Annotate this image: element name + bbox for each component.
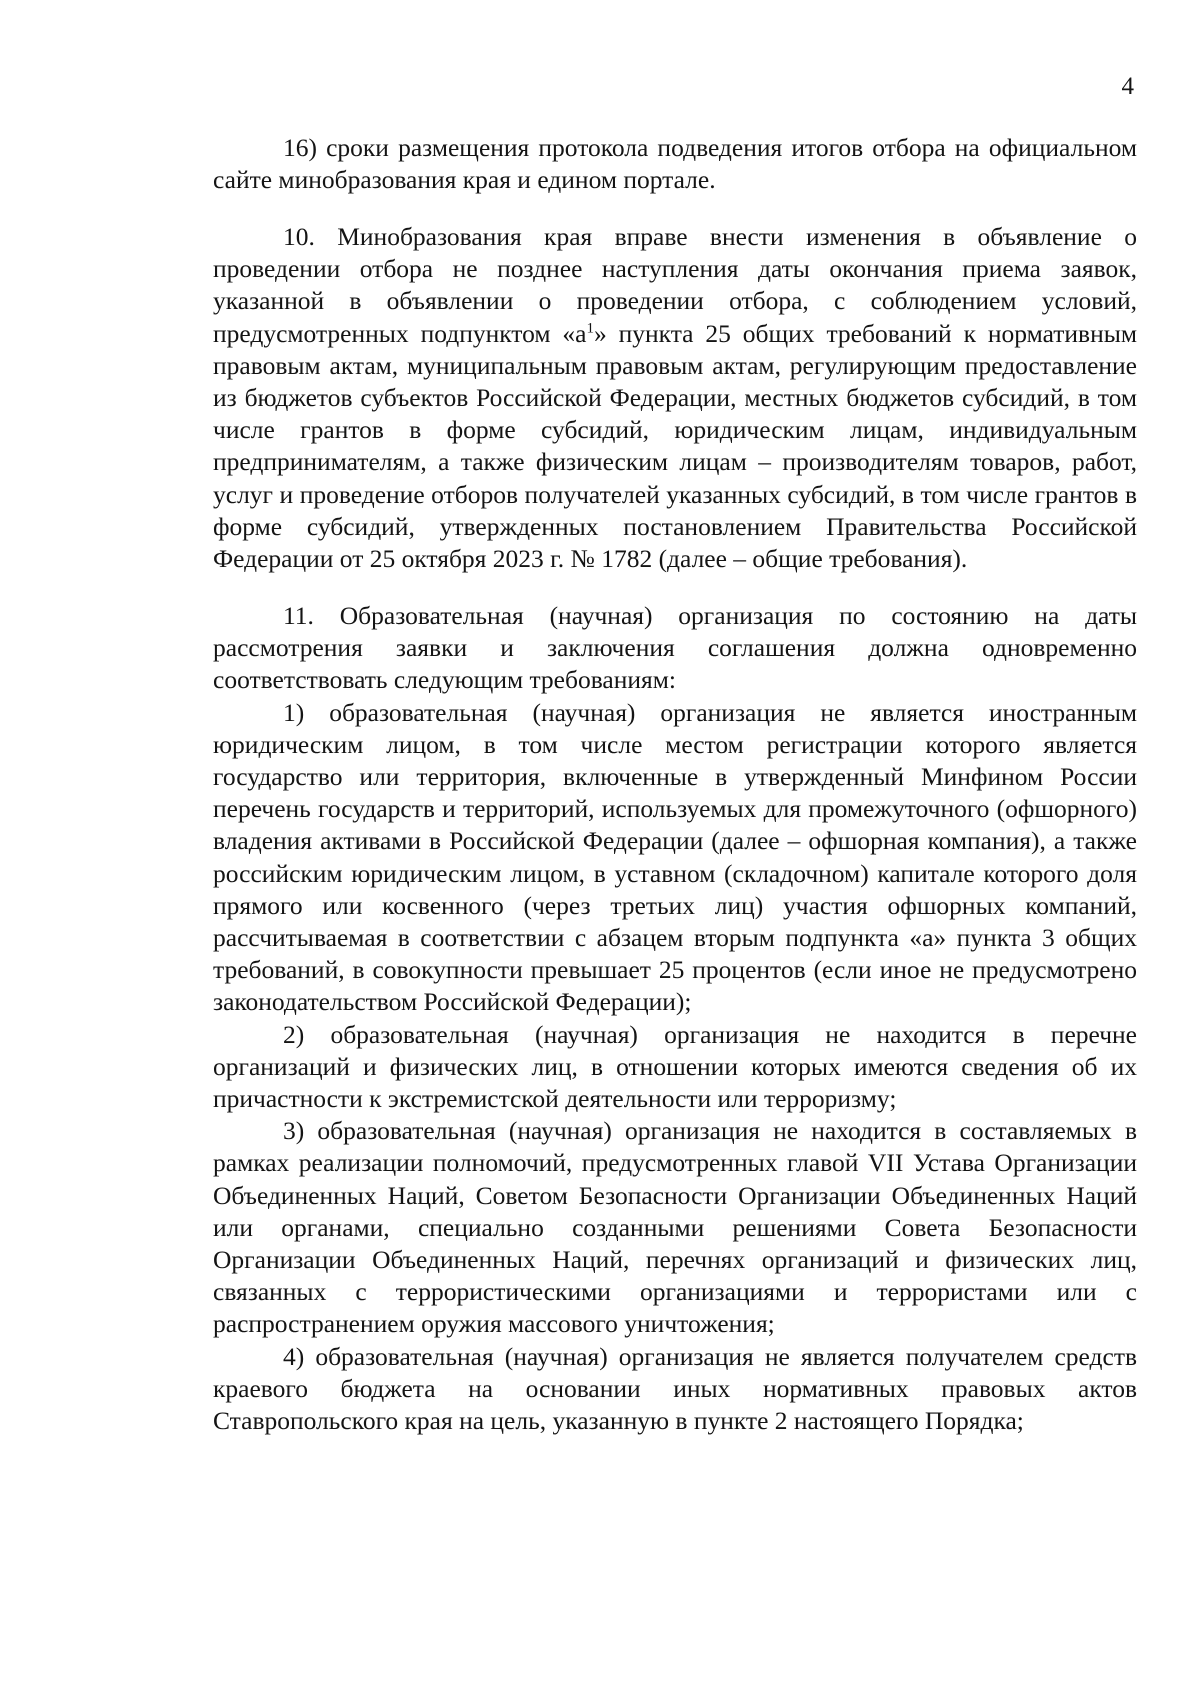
paragraph-clause-11: 11. Образовательная (научная) организация по состоянию на даты рассмотрения заявки и заключения соглашения должна одновременно соответствовать следующим требованиям: (213, 601, 1137, 695)
paragraph-item-16: 16) сроки размещения протокола подведения итогов отбора на официальном сайте минобразования края и едином портале. (213, 133, 1137, 195)
paragraph-subitem-1: 1) образовательная (научная) организация не является иностранным юридическим лицом, в том числе местом регистрации которого является государство или территория, включенные в утвержденный Минфином России перечень государств и территорий, используемых для промежуточного (офшорного) владения активами в Российской Федерации (далее – офшорная компания), а также российским юридическим лицом, в уставном (складочном) капитале которого доля прямого или косвенного (через третьих лиц) участия офшорных компаний, рассчитываемая в соответствии с абзацем вторым подпункта «а» пункта 3 общих требований, в совокупности превышает 25 процентов (если иное не предусмотрено законодательством Российской Федерации); (213, 697, 1137, 1017)
paragraph-subitem-2: 2) образовательная (научная) организация не находится в перечне организаций и физических лиц, в отношении которых имеются сведения об их причастности к экстремистской деятельности или терроризму; (213, 1019, 1137, 1114)
section-clause-11 (213, 600, 1137, 1437)
clause-10-text-start: 10. Минобразования края вправе внести изменения в объявление о проведении отбора не позднее наступления даты окончания приема заявок, указанной в объявлении о проведении отбора, с соблюдением условий, предусмотренных подпунктом «а (213, 222, 1137, 348)
clause-10-text-end: » пункта 25 общих требований к нормативным правовым актам, муниципальным правовым актам, регулирующим предоставление из бюджетов субъектов Российской Федерации, местных бюджетов субсидий, в том числе грантов в форме субсидий, юридическим лицам, индивидуальным предпринимателям, а также физическим лицам – производителям товаров, работ, услуг и проведение отборов получателей указанных субсидий, в том числе грантов в форме субсидий, утвержденных постановлением Правительства Российской Федерации от 25 октября 2023 г. № 1782 (далее – общие требования). (213, 318, 1137, 574)
section-item-16 (213, 132, 1137, 196)
paragraph-clause-10 (213, 221, 1137, 575)
section-clause-10 (213, 221, 1137, 575)
paragraph-subitem-3: 3) образовательная (научная) организация не находится в составляемых в рамках реализации полномочий, предусмотренных главой VII Устава Организации Объединенных Наций, Советом Безопасности Организации Объединенных Наций или органами, специально созданными решениями Совета Безопасности Организации Объединенных Наций, перечнях организаций и физических лиц, связанных с террористическими организациями и террористами или с распространением оружия массового уничтожения; (213, 1116, 1137, 1339)
superscript-mark: 1 (586, 320, 594, 337)
page-number: 4 (1121, 73, 1134, 100)
paragraph-subitem-4: 4) образовательная (научная) организация не является получателем средств краевого бюджета на основании иных нормативных правовых актов Ставропольского края на цель, указанную в пункте 2 настоящего Порядка; (213, 1341, 1137, 1436)
